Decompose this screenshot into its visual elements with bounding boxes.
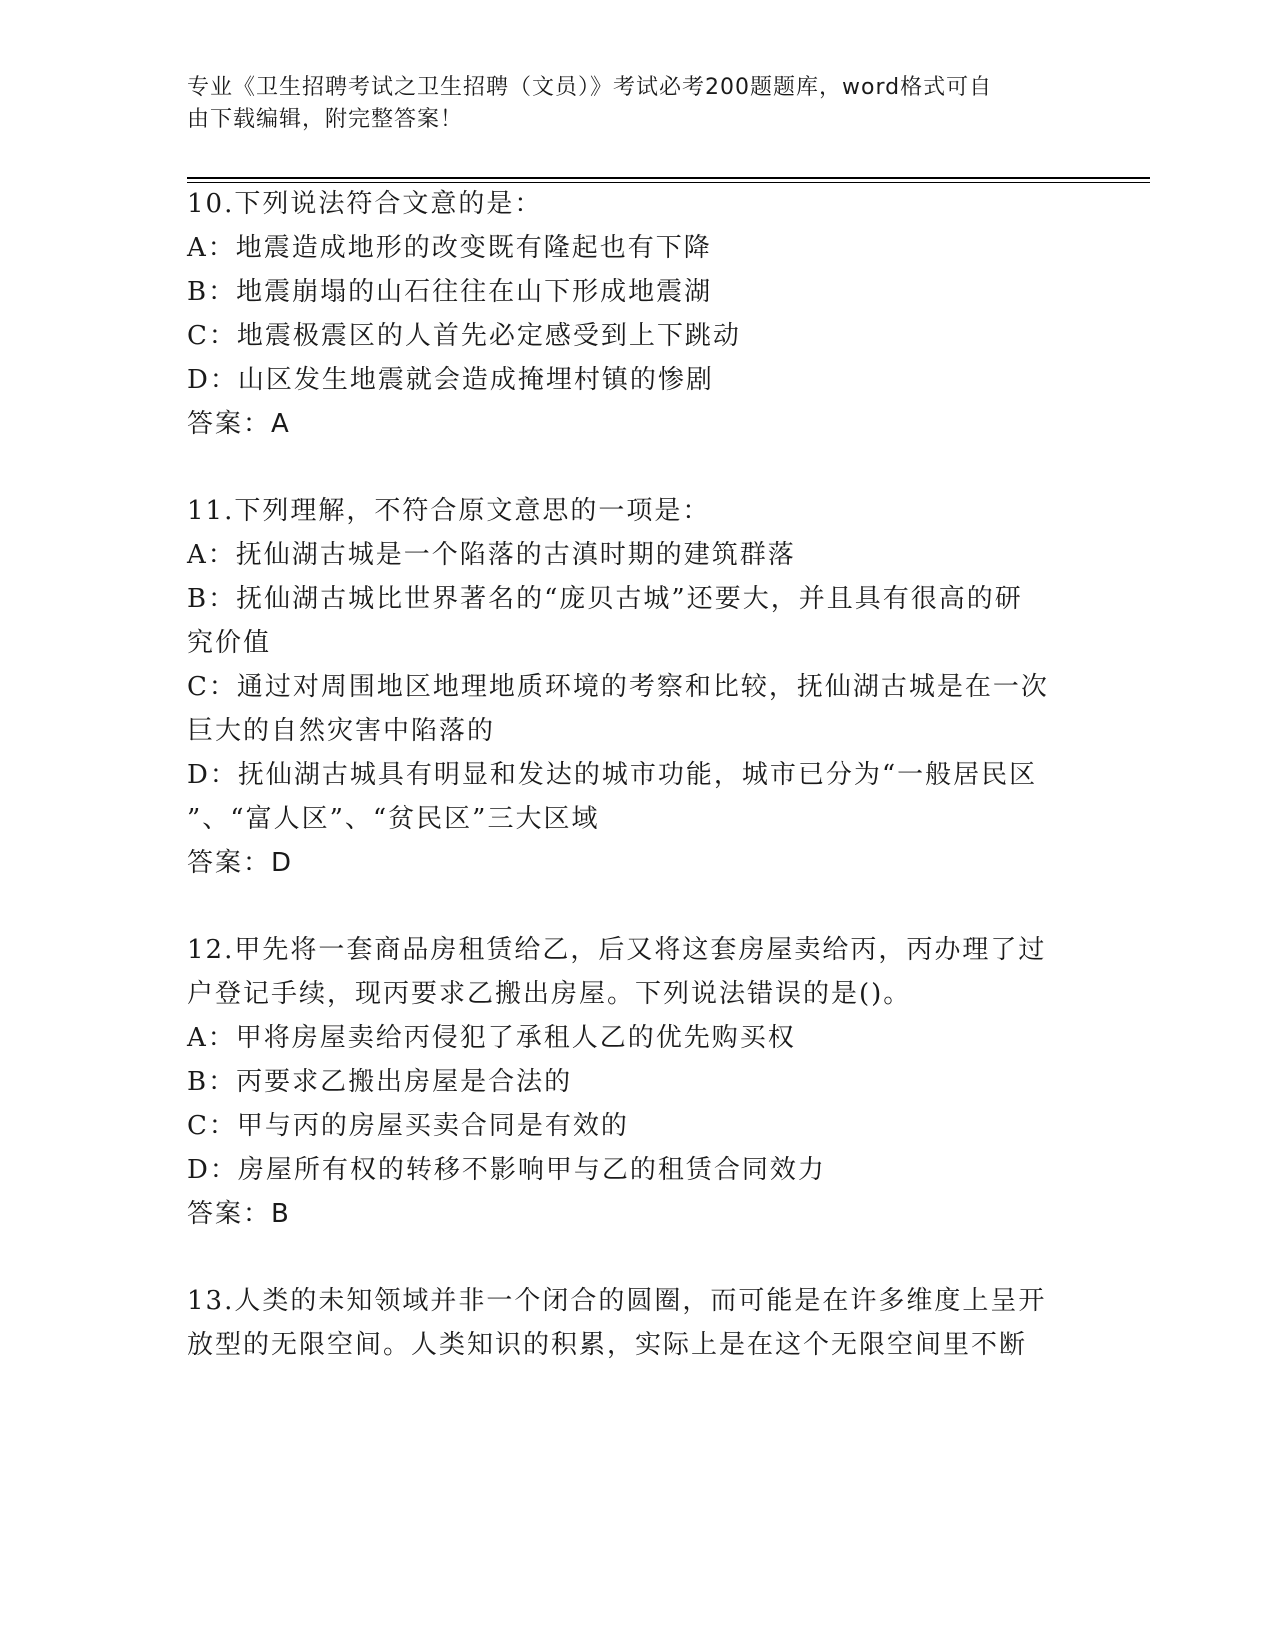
question-13-stem-line-2: 放型的无限空间。人类知识的积累，实际上是在这个无限空间里不断 [187,1330,1028,1360]
question-13-stem-line-1: 13.人类的未知领域并非一个闭合的圆圈，而可能是在许多维度上呈开 [187,1286,1047,1316]
question-12-stem-line-2: 户登记手续，现丙要求乙搬出房屋。下列说法错误的是()。 [187,979,912,1009]
question-10-answer: 答案：A [187,409,291,439]
question-12-option-a: A：甲将房屋卖给丙侵犯了承租人乙的优先购买权 [187,1023,796,1053]
question-11-option-b-line-1: B：抚仙湖古城比世界著名的“庞贝古城”还要大，并且具有很高的研 [187,584,1023,614]
question-11-option-b-line-2: 究价值 [187,628,272,658]
question-10-option-c: C：地震极震区的人首先必定感受到上下跳动 [187,321,741,351]
question-12-option-c: C：甲与丙的房屋买卖合同是有效的 [187,1111,629,1141]
question-11-stem: 11.下列理解，不符合原文意思的一项是： [187,496,711,526]
question-10-option-a: A：地震造成地形的改变既有隆起也有下降 [187,233,712,263]
header-line-1: 专业《卫生招聘考试之卫生招聘（文员）》考试必考200题题库，word格式可自 [187,75,993,100]
question-11-option-a: A：抚仙湖古城是一个陷落的古滇时期的建筑群落 [187,540,796,570]
header-divider-thick [187,177,1150,179]
question-10-stem: 10.下列说法符合文意的是： [187,189,543,219]
question-11-option-c-line-1: C：通过对周围地区地理地质环境的考察和比较，抚仙湖古城是在一次 [187,672,1049,702]
question-12-answer: 答案：B [187,1199,291,1229]
question-10-option-d: D：山区发生地震就会造成掩埋村镇的惨剧 [187,365,714,395]
question-12-option-b: B：丙要求乙搬出房屋是合法的 [187,1067,573,1097]
question-12-option-d: D：房屋所有权的转移不影响甲与乙的租赁合同效力 [187,1155,826,1185]
question-11-answer: 答案：D [187,848,294,878]
header-line-2: 由下载编辑，附完整答案！ [187,107,464,132]
document-header [187,72,1067,136]
question-11-option-d-line-1: D：抚仙湖古城具有明显和发达的城市功能，城市已分为“一般居民区 [187,760,1038,790]
question-12-stem-line-1: 12.甲先将一套商品房租赁给乙，后又将这套房屋卖给丙，丙办理了过 [187,935,1047,965]
question-11-option-c-line-2: 巨大的自然灾害中陷落的 [187,716,496,746]
header-divider-thin [187,182,1150,183]
question-10-option-b: B：地震崩塌的山石往往在山下形成地震湖 [187,277,713,307]
question-11-option-d-line-2: ”、“富人区”、“贫民区”三大区域 [187,804,600,834]
